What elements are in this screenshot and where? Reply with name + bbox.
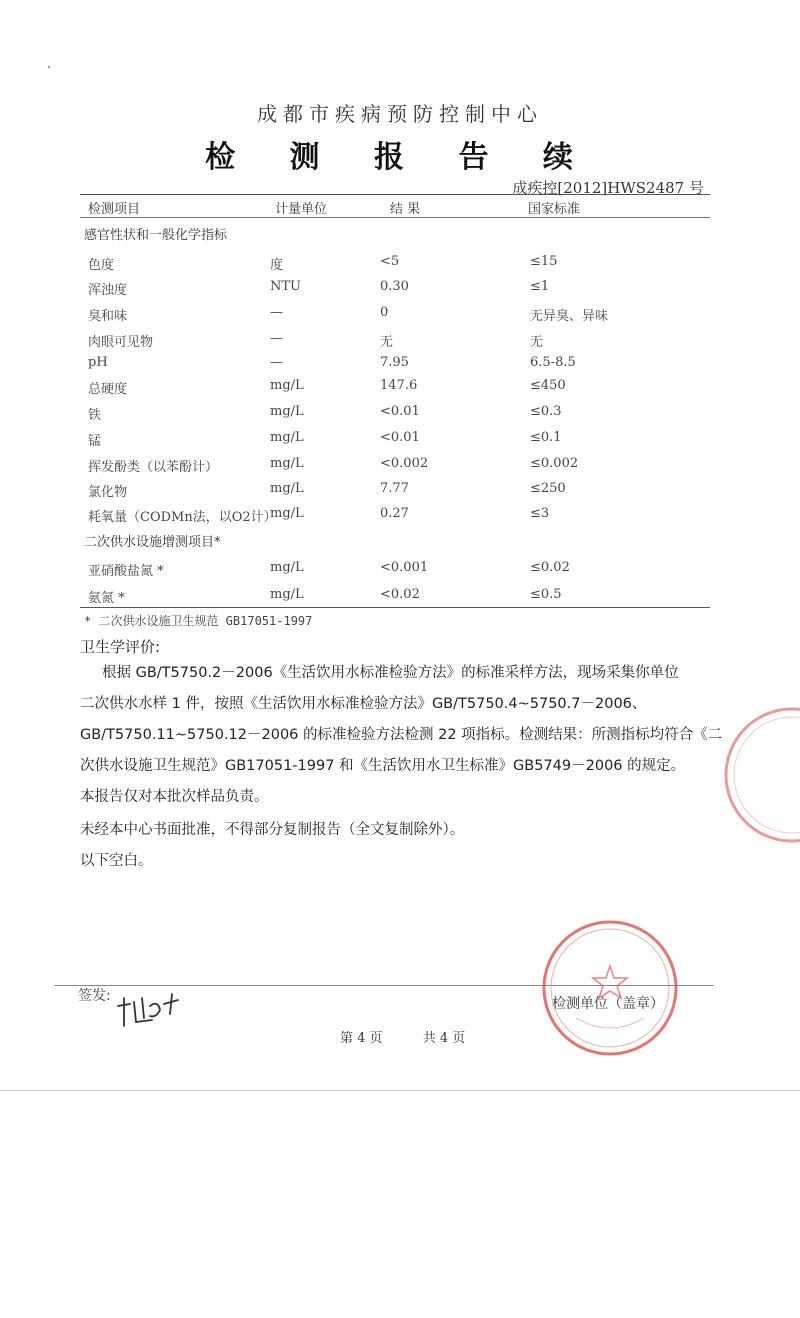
- cell-item: 氨氮 *: [88, 591, 125, 606]
- section-title-secondary: 二次供水设施增测项目*: [84, 535, 221, 550]
- org-name: 成都市疾病预防控制中心: [257, 102, 543, 126]
- cell-result: <0.01: [380, 404, 420, 419]
- cell-unit: mg/L: [270, 506, 304, 521]
- cell-item: 肉眼可见物: [88, 335, 154, 350]
- cell-result: 无: [380, 335, 394, 350]
- evaluation-line: 根据 GB/T5750.2－2006《生活饮用水标准检验方法》的标准采样方法，现场采集你单位: [102, 665, 679, 681]
- table-row: [0, 506, 800, 528]
- cell-item: 锰: [88, 434, 102, 449]
- section-title-sensory: 感官性状和一般化学指标: [84, 228, 228, 243]
- cell-standard: ≤1: [530, 279, 550, 294]
- cell-item: 挥发酚类（以苯酚计）: [88, 460, 219, 475]
- cell-unit: mg/L: [270, 587, 304, 602]
- cell-unit: mg/L: [270, 560, 304, 575]
- cell-result: 147.6: [380, 378, 418, 393]
- page-total: 共 4 页: [422, 1031, 466, 1046]
- copy-notice: 未经本中心书面批准，不得部分复制报告（全文复制除外）。: [80, 822, 465, 838]
- cell-standard: 无: [530, 335, 544, 350]
- cell-unit: —: [270, 355, 283, 370]
- cell-result: <0.002: [380, 456, 429, 471]
- cell-item: 耗氧量（CODMn法，以O2计）: [88, 510, 277, 525]
- cell-standard: ≤250: [530, 481, 566, 496]
- cell-standard: ≤0.002: [530, 456, 579, 471]
- evaluation-paragraph: [80, 658, 723, 813]
- table-row: [0, 305, 800, 327]
- cell-unit: —: [270, 305, 283, 320]
- table-row: [0, 560, 800, 582]
- col-header-unit: 计量单位: [275, 202, 328, 217]
- cell-unit: mg/L: [270, 430, 304, 445]
- col-header-item: 检测项目: [88, 202, 141, 217]
- cell-result: 0.27: [380, 506, 409, 521]
- cell-standard: 无异臭、异味: [530, 309, 609, 324]
- table-top-rule: [80, 194, 710, 195]
- cell-item: 浑浊度: [88, 283, 128, 298]
- partial-seal-stamp: [712, 705, 800, 845]
- cell-result: <5: [380, 254, 400, 269]
- cell-item: 亚硝酸盐氮 *: [88, 564, 164, 579]
- signer-label: 签发:: [78, 988, 111, 1004]
- table-footnote: * 二次供水设施卫生规范 GB17051-1997: [84, 614, 313, 628]
- cell-unit: mg/L: [270, 378, 304, 393]
- table-row: [0, 355, 800, 377]
- cell-result: 7.77: [380, 481, 409, 496]
- handwritten-signature: [112, 984, 192, 1034]
- cell-result: 0: [380, 305, 389, 320]
- cell-standard: ≤0.1: [530, 430, 562, 445]
- cell-item: pH: [88, 355, 108, 370]
- blank-notice: 以下空白。: [80, 853, 153, 869]
- cell-standard: ≤15: [530, 254, 558, 269]
- cell-standard: ≤3: [530, 506, 550, 521]
- cell-standard: ≤0.5: [530, 587, 562, 602]
- cell-unit: 度: [270, 258, 284, 273]
- cell-standard: ≤0.3: [530, 404, 562, 419]
- pagination: [340, 1027, 501, 1046]
- cell-item: 总硬度: [88, 382, 128, 397]
- col-header-result: 结 果: [390, 202, 421, 217]
- page-bottom-edge: [0, 1090, 800, 1091]
- evaluation-title: 卫生学评价:: [80, 638, 161, 656]
- scan-speck: [48, 66, 50, 68]
- table-header-rule: [80, 217, 710, 218]
- cell-item: 色度: [88, 258, 115, 273]
- table-row: [0, 331, 800, 353]
- col-header-standard: 国家标准: [528, 202, 581, 217]
- cell-result: <0.02: [380, 587, 420, 602]
- table-row: [0, 279, 800, 301]
- evaluation-line: 本报告仅对本批次样品负责。: [80, 789, 269, 805]
- evaluation-line: 二次供水水样 1 件，按照《生活饮用水标准检验方法》GB/T5750.4~5750.7－2006、: [80, 696, 647, 712]
- table-row: [0, 456, 800, 478]
- doc-title: 检 测 报 告 续: [205, 140, 595, 175]
- cell-unit: —: [270, 331, 283, 346]
- cell-unit: mg/L: [270, 456, 304, 471]
- cell-item: 铁: [88, 408, 102, 423]
- cell-item: 臭和味: [88, 309, 128, 324]
- doc-number: 成疾控[2012]HWS2487 号: [512, 179, 704, 197]
- testing-unit-label: 检测单位（盖章）: [552, 996, 664, 1012]
- cell-unit: mg/L: [270, 404, 304, 419]
- cell-result: 0.30: [380, 279, 409, 294]
- table-bottom-rule: [80, 607, 710, 608]
- cell-result: <0.01: [380, 430, 420, 445]
- cell-result: 7.95: [380, 355, 409, 370]
- table-row: [0, 430, 800, 452]
- table-row: [0, 587, 800, 609]
- table-row: [0, 404, 800, 426]
- table-row: [0, 481, 800, 503]
- table-row: [0, 254, 800, 276]
- cell-unit: mg/L: [270, 481, 304, 496]
- table-row: [0, 378, 800, 400]
- evaluation-line: GB/T5750.11~5750.12－2006 的标准检验方法检测 22 项指标。检测结果：所测指标均符合《二: [80, 727, 723, 743]
- cell-item: 氯化物: [88, 485, 128, 500]
- cell-result: <0.001: [380, 560, 429, 575]
- cell-standard: ≤0.02: [530, 560, 570, 575]
- cell-standard: ≤450: [530, 378, 566, 393]
- page-number: 第 4 页: [340, 1031, 383, 1046]
- evaluation-line: 次供水设施卫生规范》GB17051-1997 和《生活饮用水卫生标准》GB5749－2006 的规定。: [80, 758, 686, 774]
- cell-unit: NTU: [270, 279, 302, 294]
- cell-standard: 6.5-8.5: [530, 355, 576, 370]
- official-seal-stamp: [540, 918, 680, 1058]
